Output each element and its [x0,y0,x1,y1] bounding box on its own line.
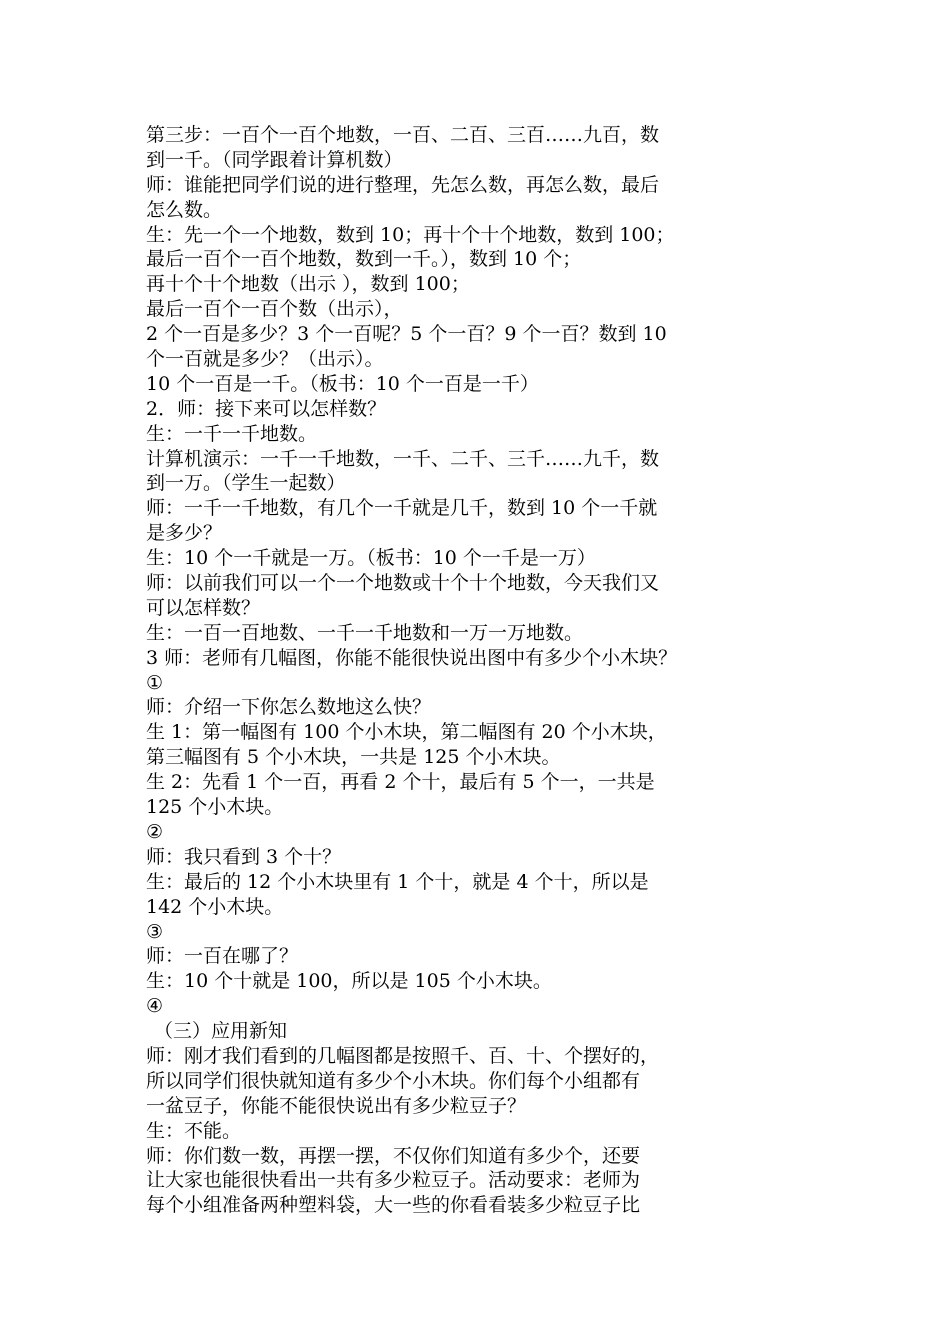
text-line: 142 个小木块。 [146,895,284,918]
text-line: 3 师：老师有几幅图，你能不能很快说出图中有多少个小木块？ [146,646,678,669]
text-line: 师：一千一千地数，有几个一千就是几千，数到 10 个一千就 [146,497,658,520]
circled-marker: ② [146,820,164,843]
text-line: 生：不能。 [146,1119,242,1142]
text-line: 生：10 个一千就是一万。（板书：10 个一千是一万） [146,547,596,570]
text-line: 10 个一百是一千。（板书：10 个一百是一千） [146,372,539,395]
section-heading: （三）应用新知 [154,1020,288,1043]
text-line: 到一万。（学生一起数） [146,472,346,495]
text-line: 师：以前我们可以一个一个地数或十个十个地数，今天我们又 [146,572,660,595]
circled-marker: ① [146,671,164,694]
text-line: 到一千。（同学跟着计算机数） [146,148,403,171]
text-line: 生：先一个一个地数，数到 10；再十个十个地数，数到 100； [146,223,675,246]
text-line: 个一百就是多少？（出示）。 [146,348,384,371]
circled-marker: ④ [146,995,164,1018]
text-line: 怎么数。 [146,198,223,221]
text-line: 所以同学们很快就知道有多少个小木块。你们每个小组都有 [146,1069,641,1092]
text-line: 2．师：接下来可以怎样数？ [146,397,387,420]
text-line: 是多少？ [146,522,223,545]
text-line: 2 个一百是多少？3 个一百呢？5 个一百？9 个一百？数到 10 [146,323,667,346]
text-line: 可以怎样数？ [146,596,261,619]
text-line: 生：一千一千地数。 [146,422,318,445]
text-line: 生：最后的 12 个小木块里有 1 个十，就是 4 个十，所以是 [146,870,649,893]
text-line: 师：刚才我们看到的几幅图都是按照千、百、十、个摆好的， [146,1044,660,1067]
text-line: 一盆豆子，你能不能很快说出有多少粒豆子？ [146,1094,527,1117]
circled-marker: ③ [146,920,164,943]
text-line: 125 个小木块。 [146,796,284,819]
text-line: 师：谁能把同学们说的进行整理，先怎么数，再怎么数，最后 [146,173,660,196]
text-line: 计算机演示：一千一千地数，一千、二千、三千……九千，数 [146,447,660,470]
text-line: 让大家也能很快看出一共有多少粒豆子。活动要求：老师为 [146,1169,641,1192]
text-line: 师：我只看到 3 个十？ [146,845,342,868]
document-body [146,123,766,1218]
text-line: 师：介绍一下你怎么数地这么快？ [146,696,432,719]
text-line: 最后一百个一百个地数，数到一千。），数到 10 个； [146,248,582,271]
text-line: 生：10 个十就是 100，所以是 105 个小木块。 [146,970,552,993]
text-line: 师：一百在哪了？ [146,945,299,968]
text-line: 每个小组准备两种塑料袋，大一些的你看看装多少粒豆子比 [146,1194,641,1217]
text-line: 生：一百一百地数、一千一千地数和一万一万地数。 [146,621,584,644]
text-line: 师：你们数一数，再摆一摆，不仅你们知道有多少个，还要 [146,1144,641,1167]
text-line: 第三步：一百个一百个地数，一百、二百、三百……九百，数 [146,124,660,146]
text-line: 第三幅图有 5 个小木块，一共是 125 个小木块。 [146,746,561,769]
text-line: 再十个十个地数（出示 ），数到 100； [146,273,470,296]
text-line: 生 2：先看 1 个一百，再看 2 个十，最后有 5 个一，一共是 [146,771,655,794]
text-line: 最后一百个一百个数（出示）， [146,298,403,321]
text-line: 生 1：第一幅图有 100 个小木块，第二幅图有 20 个小木块， [146,721,667,744]
